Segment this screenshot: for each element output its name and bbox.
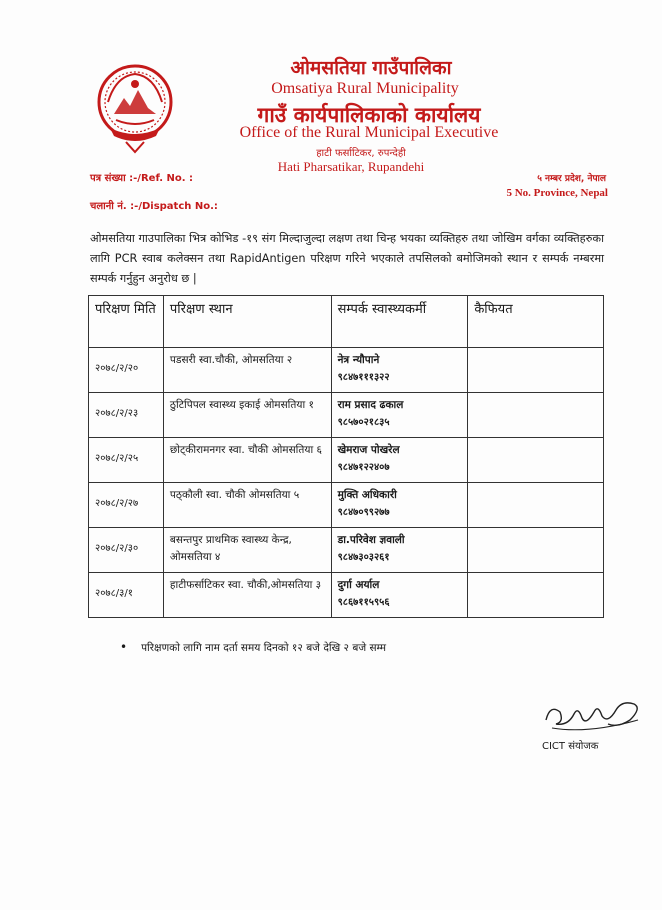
- table-row: [89, 438, 604, 483]
- row-location: पडसरी स्वा.चौकी, ओमसतिया २: [163, 348, 331, 393]
- row-location: पठ्कौली स्वा. चौकी ओमसतिया ५: [163, 483, 331, 528]
- contact-phone: ९८४७१२२४०७: [337, 462, 390, 473]
- bullet-icon: •: [120, 640, 128, 654]
- row-contact: [331, 528, 468, 573]
- contact-phone: ९८४७०९९२७७: [337, 507, 390, 518]
- table-row: [89, 528, 604, 573]
- registration-time-note: [120, 640, 386, 655]
- row-contact: [331, 348, 468, 393]
- contact-phone: ९८५७०२१८३५: [337, 417, 390, 428]
- contact-phone: ९८४७३०३२६१: [337, 552, 390, 563]
- province-en: 5 No. Province, Nepal: [506, 187, 608, 199]
- municipality-name-en: Omsatiya Rural Municipality: [271, 80, 459, 97]
- row-location: हाटीफर्साटिकर स्वा. चौकी,ओमसतिया ३: [163, 573, 331, 618]
- signature-icon: [538, 690, 648, 740]
- table-header-row: [89, 296, 604, 348]
- row-date: २०७८/२/२७: [89, 483, 164, 528]
- row-remarks: [468, 438, 604, 483]
- note-text: परिक्षणको लागि नाम दर्ता समय दिनको १२ बजे देखि २ बजे सम्म: [141, 642, 386, 654]
- table-row: [89, 573, 604, 618]
- notice-paragraph: ओमसतिया गाउपालिका भित्र कोभिड -१९ संग मिल्दाजुल्दा लक्षण तथा चिन्ह भयका व्यक्तिहरु तथा जोखिम वर्गका व्यक्तिहरुका लागि PCR स्वाब कलेक्सन तथा RapidAntigen परिक्षण गरिने भएकाले तपसिलको बमोजिमको स्थान र सम्पर्क नम्बरमा सम्पर्क गर्नुहुन अनुरोध छ |: [90, 232, 604, 285]
- row-contact: [331, 393, 468, 438]
- ref-number-label: पत्र संख्या :-/Ref. No. :: [90, 173, 194, 184]
- contact-phone: ९८४७१११३२२: [337, 372, 390, 383]
- row-contact: [331, 483, 468, 528]
- contact-name: नेत्र न्यौपाने: [337, 354, 380, 366]
- contact-name: खेमराज पोखरेल: [337, 444, 400, 456]
- row-contact: [331, 573, 468, 618]
- municipality-name-np: ओमसतिया गाउँपालिका: [290, 57, 452, 79]
- header-remarks: कैफियत: [468, 296, 604, 348]
- testing-schedule-table: [88, 295, 604, 618]
- address-en: Hati Pharsatikar, Rupandehi: [277, 159, 425, 174]
- province-np: ५ नम्बर प्रदेश, नेपाल: [537, 174, 606, 184]
- row-remarks: [468, 348, 604, 393]
- header-test-date: परिक्षण मिति: [89, 296, 164, 348]
- dispatch-number-label: चलानी नं. :-/Dispatch No.:: [90, 201, 218, 212]
- address-np: हाटी फर्साटिकर, रुपन्देही: [316, 148, 406, 159]
- row-location: छोट्कीरामनगर स्वा. चौकी ओमसतिया ६: [163, 438, 331, 483]
- row-location: ठुटिपिपल स्वास्थ्य इकाई ओमसतिया १: [163, 393, 331, 438]
- table-row: [89, 483, 604, 528]
- row-date: २०७८/२/२३: [89, 393, 164, 438]
- row-date: २०७८/२/२५: [89, 438, 164, 483]
- row-remarks: [468, 573, 604, 618]
- row-date: २०७८/२/३०: [89, 528, 164, 573]
- row-remarks: [468, 393, 604, 438]
- contact-name: राम प्रसाद ढकाल: [337, 399, 404, 411]
- row-date: २०७८/२/२०: [89, 348, 164, 393]
- office-name-en: Office of the Rural Municipal Executive: [239, 124, 499, 141]
- header-contact-health-worker: सम्पर्क स्वास्थ्यकर्मी: [331, 296, 468, 348]
- table-row: [89, 348, 604, 393]
- row-date: २०७८/३/१: [89, 573, 164, 618]
- header-test-location: परिक्षण स्थान: [163, 296, 331, 348]
- contact-name: दुर्गा अर्याल: [337, 579, 380, 591]
- contact-name: डा.परिवेश ज्ञवाली: [337, 534, 405, 546]
- signatory-title: CICT संयोजक: [542, 741, 599, 752]
- row-location: बसन्तपुर प्राथमिक स्वास्थ्य केन्द्र, ओमसतिया ४: [163, 528, 331, 573]
- row-contact: [331, 438, 468, 483]
- row-remarks: [468, 528, 604, 573]
- row-remarks: [468, 483, 604, 528]
- contact-name: मुक्ति अधिकारी: [337, 489, 397, 501]
- office-name-np: गाउँ कार्यपालिकाको कार्यालय: [257, 103, 481, 127]
- table-row: [89, 393, 604, 438]
- contact-phone: ९८६७११५९५६: [337, 597, 390, 608]
